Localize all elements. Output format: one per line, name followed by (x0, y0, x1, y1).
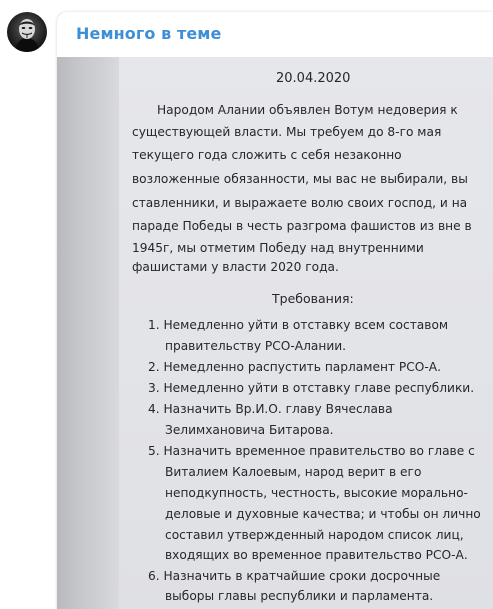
paragraph-line: существующей власти. Мы требуем до 8-го мая (132, 125, 442, 139)
paragraph-line: фашистами у власти 2020 года. (132, 260, 339, 274)
requirement-item-1-continued: правительству РСО-Алании. (165, 339, 347, 353)
requirement-item-1 (148, 318, 448, 332)
requirement-item-6-continued: выборы главы республики и парламента. (165, 589, 434, 603)
requirements-title: Требования: (272, 291, 354, 306)
requirement-item-5-continued: деловые и духовные качества; и чтобы он лично (165, 507, 481, 521)
paragraph-line: 1945г, мы отметим Победу над внутренними (132, 241, 424, 255)
photo-background-edge (57, 57, 127, 609)
requirement-item-5-continued: входящих во временное правительство РСО-А. (165, 548, 468, 562)
list-number: 4. (148, 402, 160, 416)
list-number: 3. (148, 381, 160, 395)
paragraph-line: Народом Алании объявлен Вотум недоверия к (157, 103, 458, 117)
channel-name[interactable]: Немного в теме (76, 24, 222, 43)
paragraph-line: ставленники, и выражаете волю своих господ, и на (132, 196, 468, 210)
requirement-item-5-continued: составил утвержденный народом список лиц, (165, 528, 464, 542)
list-text: Немедленно уйти в отставку всем составом (163, 318, 449, 332)
channel-avatar[interactable] (7, 12, 47, 52)
message-photo[interactable] (57, 57, 493, 609)
requirement-item-4-continued: Зелимхановича Битарова. (165, 423, 334, 437)
list-number: 5. (148, 444, 160, 458)
requirement-item-6 (148, 569, 440, 583)
masked-figure-icon (7, 12, 47, 52)
list-text: Назначить в кратчайшие сроки досрочные (163, 569, 441, 583)
requirement-item-5-continued: Виталием Калоевым, народ верит в его (165, 465, 422, 479)
list-number: 2. (148, 360, 160, 374)
requirement-item-3 (148, 381, 474, 395)
requirement-item-5-continued: неподкупность, честность, высокие морально- (165, 486, 468, 500)
requirement-item-4 (148, 402, 393, 416)
paragraph-line: параде Победы в честь разгрома фашистов из вне в (132, 219, 472, 233)
requirement-item-5 (148, 444, 475, 458)
list-text: Немедленно распустить парламент РСО-А. (163, 360, 441, 374)
paragraph-line: текущего года сложить с себя незаконно (132, 148, 402, 162)
list-text: Назначить Вр.И.О. главу Вячеслава (163, 402, 393, 416)
paragraph-line: возложенные обязанности, мы вас не выбирали, вы (132, 172, 468, 186)
document-paper (119, 57, 493, 609)
list-number: 1. (148, 318, 160, 332)
list-number: 6. (148, 569, 160, 583)
list-text: Немедленно уйти в отставку главе республики. (163, 381, 475, 395)
requirement-item-2 (148, 360, 441, 374)
document-date: 20.04.2020 (276, 71, 351, 86)
list-text: Назначить временное правительство во главе с (163, 444, 475, 458)
